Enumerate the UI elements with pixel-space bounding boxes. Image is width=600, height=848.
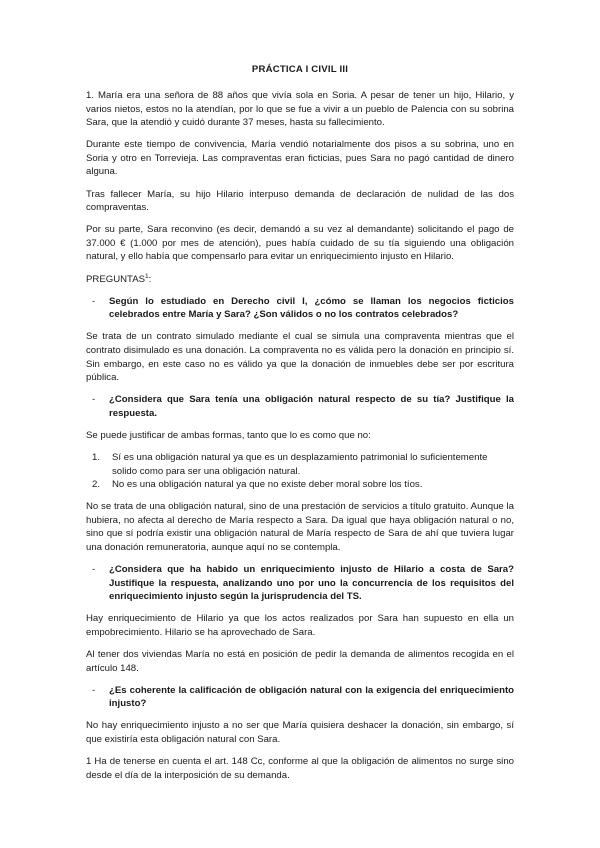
question-4-text: ¿Es coherente la calificación de obligación natural con la exigencia del enriquecimiento injusto?	[109, 684, 514, 710]
question-2-text: ¿Considera que Sara tenía una obligación natural respecto de su tía? Justifique la respuesta.	[109, 394, 514, 419]
footnote-marker: 1	[145, 272, 149, 280]
question-dash: -	[92, 295, 96, 307]
answer-2-extra: No se trata de una obligación natural, sino de una prestación de servicios a título gratuito. Aunque la hubiera, no afecta al derecho de María respecto a Sara. Da igual que haya obligación natural o no, sino que sí podría existir una obligación natural de María respecto de Sara de ahí que tuviera lugar una donación remuneratoria, aunque aquí no se contempla.	[86, 501, 514, 554]
answer-3a: Hay enriquecimiento de Hilario ya que los actos realizados por Sara han supuesto en ella un empobrecimiento. Hilario se ha aprovechado de Sara.	[86, 613, 514, 638]
footnote: 1 Ha de tenerse en cuenta el art. 148 Cc, conforme al que la obligación de alimentos no surge sino desde el día de la interposición de su demanda.	[86, 756, 514, 781]
case-paragraph-2: Durante este tiempo de convivencia, María vendió notarialmente dos pisos a su sobrina, uno en Soria y otro en Torrevieja. Las compraventas eran ficticias, pues Sara no pagó cantidad de dinero alguna.	[86, 139, 514, 178]
list-item-number: 1.	[92, 451, 101, 463]
question-2	[86, 393, 514, 420]
case-paragraph-1: 1. María era una señora de 88 años que vivía sola en Soria. A pesar de tener un hijo, Hilario, y varios nietos, estos no la atendían, por lo que se fue a vivir a un pueblo de Palencia con su sobrina Sara, que la atendió y cuidó durante 37 meses, hasta su fallecimiento.	[86, 90, 514, 129]
answer-2-list	[86, 451, 514, 492]
answer-2-intro: Se puede justificar de ambas formas, tanto que lo es como que no:	[86, 429, 371, 441]
question-dash: -	[92, 684, 96, 696]
preguntas-label: PREGUNTAS	[86, 273, 145, 285]
question-dash: -	[92, 394, 96, 406]
list-item	[86, 451, 514, 478]
case-paragraph-3: Tras fallecer María, su hijo Hilario interpuso demanda de declaración de nulidad de las dos compraventas.	[86, 188, 514, 214]
answer-4: No hay enriquecimiento injusto a no ser que María quisiera deshacer la donación, sin embargo, sí que existiría esta obligación natural con Sara.	[86, 720, 514, 746]
list-item-text: No es una obligación natural ya que no existe deber moral sobre los tíos.	[112, 479, 423, 491]
preguntas-heading	[86, 273, 514, 287]
question-dash: -	[92, 564, 96, 576]
answer-1: Se trata de un contrato simulado mediante el cual se simula una compraventa mientras que el contrato disimulado es una donación. La compraventa no es válida pero la donación en principio sí. Sin embargo, en este caso no es válido ya que la donación de inmuebles debe ser por escritura pública.	[86, 331, 514, 384]
question-1-text: Según lo estudiado en Derecho civil I, ¿cómo se llaman los negocios ficticios celebrados entre María y Sara? ¿Son válidos o no los contratos celebrados?	[109, 295, 514, 321]
question-4	[86, 684, 514, 711]
case-paragraph-4: Por su parte, Sara reconvino (es decir, demandó a su vez al demandante) solicitando el pago de 37.000 € (1.000 por mes de atención), pues había cuidado de su tía siguiendo una obligación natural, y ello había que compensarlo para evitar un enriquecimiento injusto en Hilario.	[86, 224, 514, 263]
answer-3b: Al tener dos viviendas María no está en posición de pedir la demanda de alimentos recogida en el artículo 148.	[86, 649, 514, 674]
question-3-text: ¿Considera que ha habido un enriquecimiento injusto de Hilario a costa de Sara? Justifique la respuesta, analizando uno por uno la concurrencia de los requisitos del enriquecimiento injusto según la jurisprudencia del TS.	[109, 564, 514, 603]
question-3	[86, 563, 514, 604]
list-item	[86, 478, 514, 492]
list-item-text: Sí es una obligación natural ya que es un desplazamiento patrimonial lo suficientemente solido como para ser una obligación natural.	[112, 451, 488, 477]
preguntas-colon: :	[148, 273, 152, 285]
page-title: PRÁCTICA I CIVIL III	[251, 64, 349, 75]
list-item-number: 2.	[92, 479, 101, 491]
question-1	[86, 295, 514, 322]
